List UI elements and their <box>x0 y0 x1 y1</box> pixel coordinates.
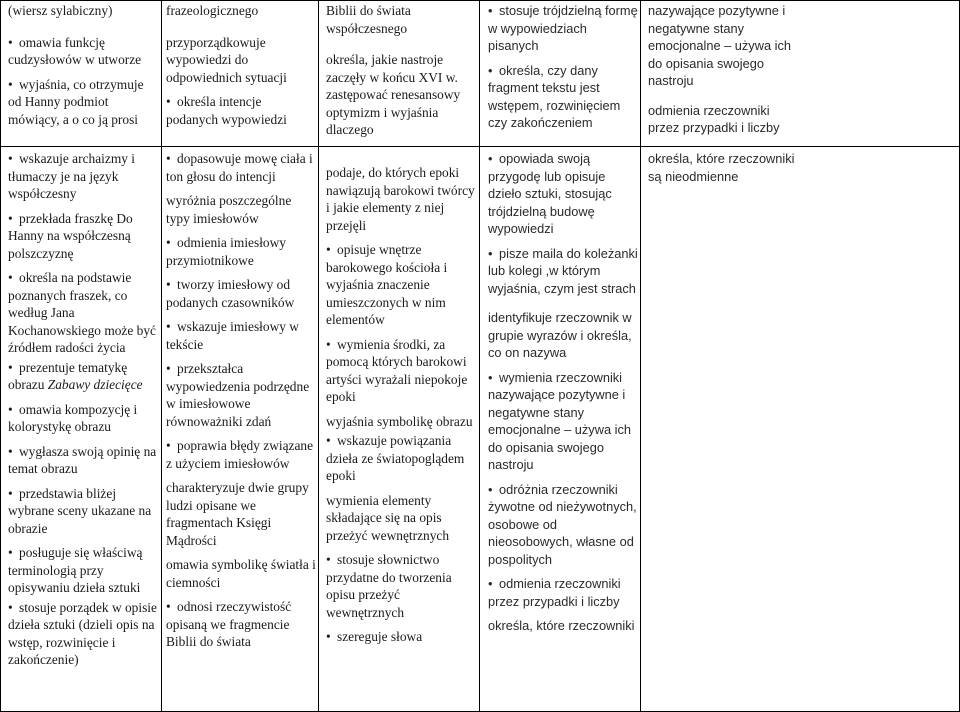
bullet-item: • wskazuje archaizmy i tłumaczy je na język współczesny <box>8 150 158 203</box>
bullet-item: • pisze maila do koleżanki lub kolegi ,w którym wyjaśnia, czym jest strach <box>488 245 638 298</box>
col3-top-cell <box>326 2 476 144</box>
bullet-item: • omawia funkcję cudzysłowów w utworze <box>8 34 158 69</box>
bullet-item: • opowiada swoją przygodę lub opisuje dzieło sztuki, stosując trójdzielną budowę wypowiedzi <box>488 150 638 238</box>
text-line: wymienia elementy składające się na opis przeżyć wewnętrznych <box>326 492 450 543</box>
bullet-item: • odróżnia rzeczowniki żywotne od nieżywotnych, osobowe od nieosobowych, własne od pospolitych <box>488 481 638 569</box>
bullet-item: • wymienia rzeczowniki nazywające pozytywne i negatywne stany emocjonalne – używa ich do opisania swojego nastroju <box>488 369 638 474</box>
bullet-item: • wyjaśnia, co otrzymuje od Hanny podmiot mówiący, a o co ją prosi <box>8 76 158 129</box>
bullet-item: • przekłada fraszkę Do Hanny na współczesną polszczyznę <box>8 210 158 263</box>
col5-top-cell <box>648 2 798 144</box>
bullet-item: • przekształca wypowiedzenia podrzędne w imiesłowowe równoważniki zdań <box>166 360 316 430</box>
text-line: przyporządkowuje wypowiedzi do odpowiednich sytuacji <box>166 34 287 85</box>
bullet-item: • odmienia rzeczowniki przez przypadki i liczby <box>488 575 638 610</box>
column-divider <box>161 0 162 712</box>
column-divider <box>640 0 641 712</box>
bullet-item: • posługuje się właściwą terminologią przy opisywaniu dzieła sztuki <box>8 544 158 597</box>
bullet-item: • szereguje słowa <box>326 628 476 646</box>
text-line: charakteryzuje dwie grupy ludzi opisane we fragmentach Księgi Mądrości <box>166 480 309 548</box>
bullet-item: • tworzy imiesłowy od podanych czasowników <box>166 276 316 311</box>
bullet-item: • wymienia środki, za pomocą których barokowi artyści wyrażali niepokoje epoki <box>326 336 476 406</box>
text-line: (wiersz sylabiczny) <box>8 3 113 18</box>
text-line: wyjaśnia symbolikę obrazu <box>326 413 473 429</box>
bullet-item: • odnosi rzeczywistość opisaną we fragmencie Biblii do świata <box>166 598 316 651</box>
bullet-item: • przedstawia bliżej wybrane sceny ukazane na obrazie <box>8 485 158 538</box>
bullet-item: • określa intencje podanych wypowiedzi <box>166 93 316 128</box>
text-line: odmienia rzeczowniki przez przypadki i liczby <box>648 102 780 135</box>
text-line: podaje, do których epoki nawiązują barokowi twórcy i jakie elementy z niej przejęli <box>326 165 475 233</box>
col2-top-cell <box>166 2 316 144</box>
bullet-item: • wygłasza swoją opinię na temat obrazu <box>8 443 158 478</box>
col4-top-cell <box>488 2 638 144</box>
bullet-item: • określa, czy dany fragment tekstu jest wstępem, rozwinięciem czy zakończeniem <box>488 62 638 132</box>
text-line: nazywające pozytywne i negatywne stany emocjonalne – używa ich do opisania swojego nastroju <box>648 3 791 88</box>
col5-bottom-cell <box>648 150 798 710</box>
bullet-item: • stosuje porządek w opisie dzieła sztuki (dzieli opis na wstęp, rozwinięcie i zakończenie) <box>8 599 158 669</box>
bullet-item: • określa na podstawie poznanych fraszek, co według Jana Kochanowskiego może być źródłem radości życia <box>8 269 158 357</box>
text-line: określa, które rzeczowniki <box>488 618 635 633</box>
column-divider <box>318 0 319 712</box>
bullet-item: • prezentuje tematykę obrazu Zabawy dziecięce <box>8 359 158 394</box>
text-line: określa, które rzeczowniki są nieodmienne <box>648 151 795 184</box>
bullet-item: • wskazuje powiązania dzieła ze światopoglądem epoki <box>326 432 476 485</box>
text-line: określa, jakie nastroje zaczęły w końcu XVI w. zastępować renesansowy optymizm i wyjaśnia dlaczego <box>326 52 461 137</box>
col1-top-cell <box>8 2 158 144</box>
bullet-item: • stosuje trójdzielną formę w wypowiedziach pisanych <box>488 2 638 55</box>
col4-bottom-cell <box>488 150 638 710</box>
column-divider <box>479 0 480 712</box>
text-line: wyróżnia poszczególne typy imiesłowów <box>166 193 292 226</box>
bullet-item: • wskazuje imiesłowy w tekście <box>166 318 316 353</box>
col1-bottom-cell <box>8 150 158 710</box>
col3-bottom-cell <box>326 150 476 710</box>
text-line: identyfikuje rzeczownik w grupie wyrazów i określa, co on nazywa <box>488 310 632 360</box>
bullet-item: • omawia kompozycję i kolorystykę obrazu <box>8 401 158 436</box>
text-line: omawia symbolikę światła i ciemności <box>166 557 316 590</box>
bullet-item: • opisuje wnętrze barokowego kościoła i wyjaśnia znaczenie umieszczonych w nim elementów <box>326 241 476 329</box>
bullet-item: • stosuje słownictwo przydatne do tworzenia opisu przeżyć wewnętrznych <box>326 551 476 621</box>
text-line: Biblii do świata współczesnego <box>326 3 411 36</box>
text-line: frazeologicznego <box>166 3 259 18</box>
bullet-item: • poprawia błędy związane z użyciem imiesłowów <box>166 437 316 472</box>
row-divider <box>0 146 960 147</box>
bullet-item: • odmienia imiesłowy przymiotnikowe <box>166 234 316 269</box>
col2-bottom-cell <box>166 150 316 710</box>
bullet-item: • dopasowuje mowę ciała i ton głosu do intencji <box>166 150 316 185</box>
